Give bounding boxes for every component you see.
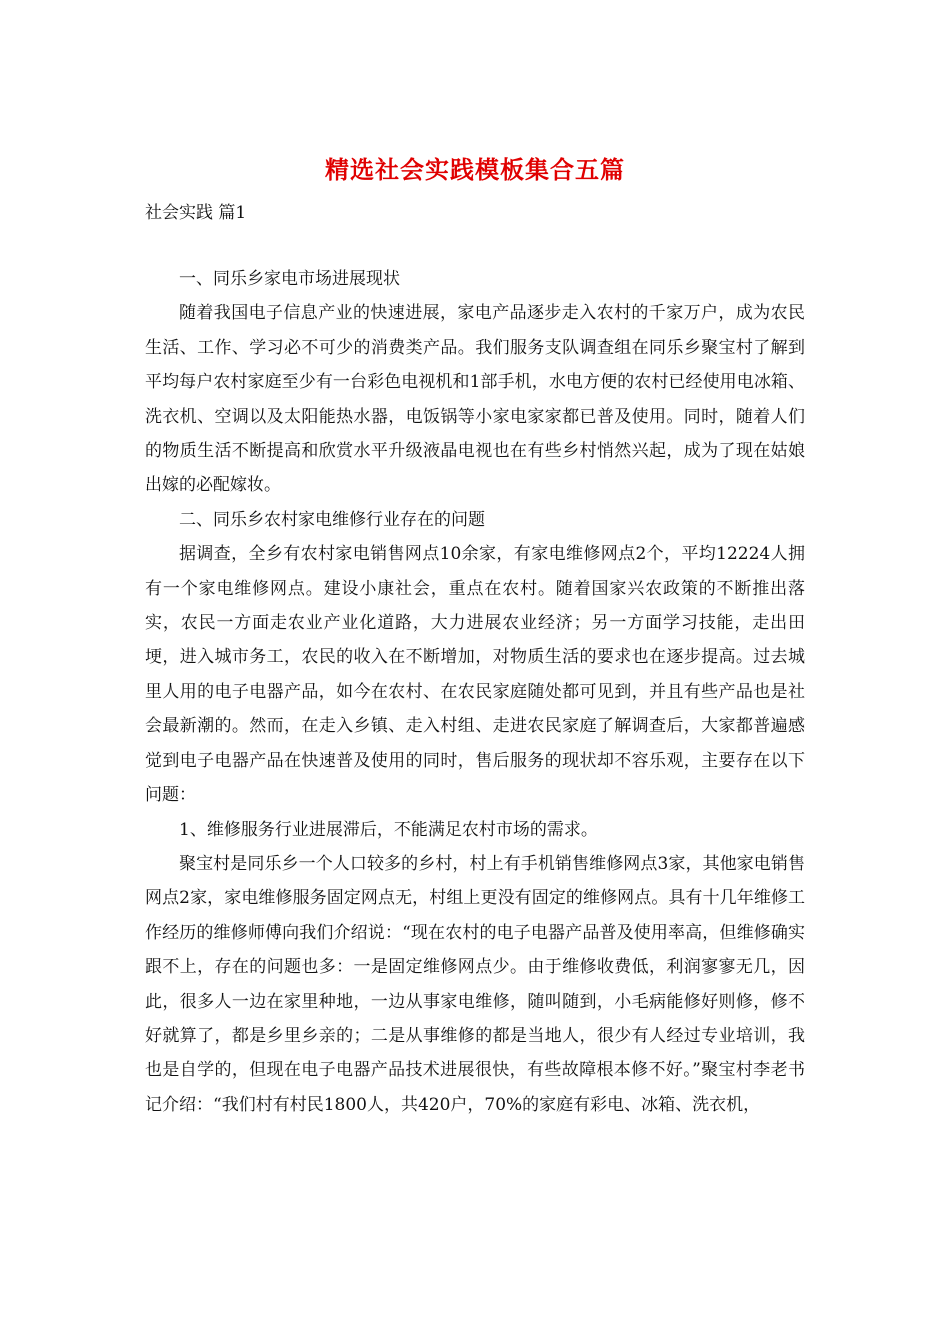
paragraph-2: 据调查，全乡有农村家电销售网点10余家，有家电维修网点2个，平均12224人拥有一个家电维修网点。建设小康社会，重点在农村。随着国家兴农政策的不断推出落实，农民一方面走农业产业化道路，大力进展农业经济；另一方面学习技能，走出田埂，进入城市务工，农民的收入在不断增加，对物质生活的要求也在逐步提高。过去城里人用的电子电器产品，如今在农村、在农民家庭随处都可见到，并且有些产品也是社会最新潮的。然而，在走入乡镇、走入村组、走进农民家庭了解调查后，大家都普遍感觉到电子电器产品在快速普及使用的同时，售后服务的现状却不容乐观，主要存在以下问题：: [145, 544, 805, 806]
heading-2: 二、同乐乡农村家电维修行业存在的问题: [179, 509, 485, 530]
section-label: 社会实践 篇1: [145, 203, 247, 223]
paragraph-3: 聚宝村是同乐乡一个人口较多的乡村，村上有手机销售维修网点3家，其他家电销售网点2家，家电维修服务固定网点无，村组上更没有固定的维修网点。具有十几年维修工作经历的维修师傅向我们介绍说：“现在农村的电子电器产品普及使用率高，但维修确实跟不上，存在的问题也多：一是固定维修网点少。由于维修收费低，利润寥寥无几，因此，很多人一边在家里种地，一边从事家电维修，随叫随到，小毛病能修好则修，修不好就算了，都是乡里乡亲的；二是从事维修的都是当地人，很少有人经过专业培训，我也是自学的，但现在电子电器产品技术进展很快，有些故障根本修不好。”聚宝村李老书记介绍：“我们村有村民1800人，共420户，70%的家庭有彩电、冰箱、洗衣机，: [145, 853, 805, 1115]
subheading-1: 1、维修服务行业进展滞后，不能满足农村市场的需求。: [179, 819, 598, 840]
heading-1: 一、同乐乡家电市场进展现状: [179, 269, 400, 289]
document-title: 精选社会实践模板集合五篇: [325, 155, 625, 184]
document-body: [145, 262, 805, 1122]
paragraph-1: 随着我国电子信息产业的快速进展，家电产品逐步走入农村的千家万户，成为农民生活、工作、学习必不可少的消费类产品。我们服务支队调查组在同乐乡聚宝村了解到平均每户农村家庭至少有一台彩色电视机和1部手机，水电方便的农村已经使用电冰箱、洗衣机、空调以及太阳能热水器，电饭锅等小家电家家都已普及使用。同时，随着人们的物质生活不断提高和欣赏水平升级液晶电视也在有些乡村悄然兴起，成为了现在姑娘出嫁的必配嫁妆。: [145, 303, 805, 496]
